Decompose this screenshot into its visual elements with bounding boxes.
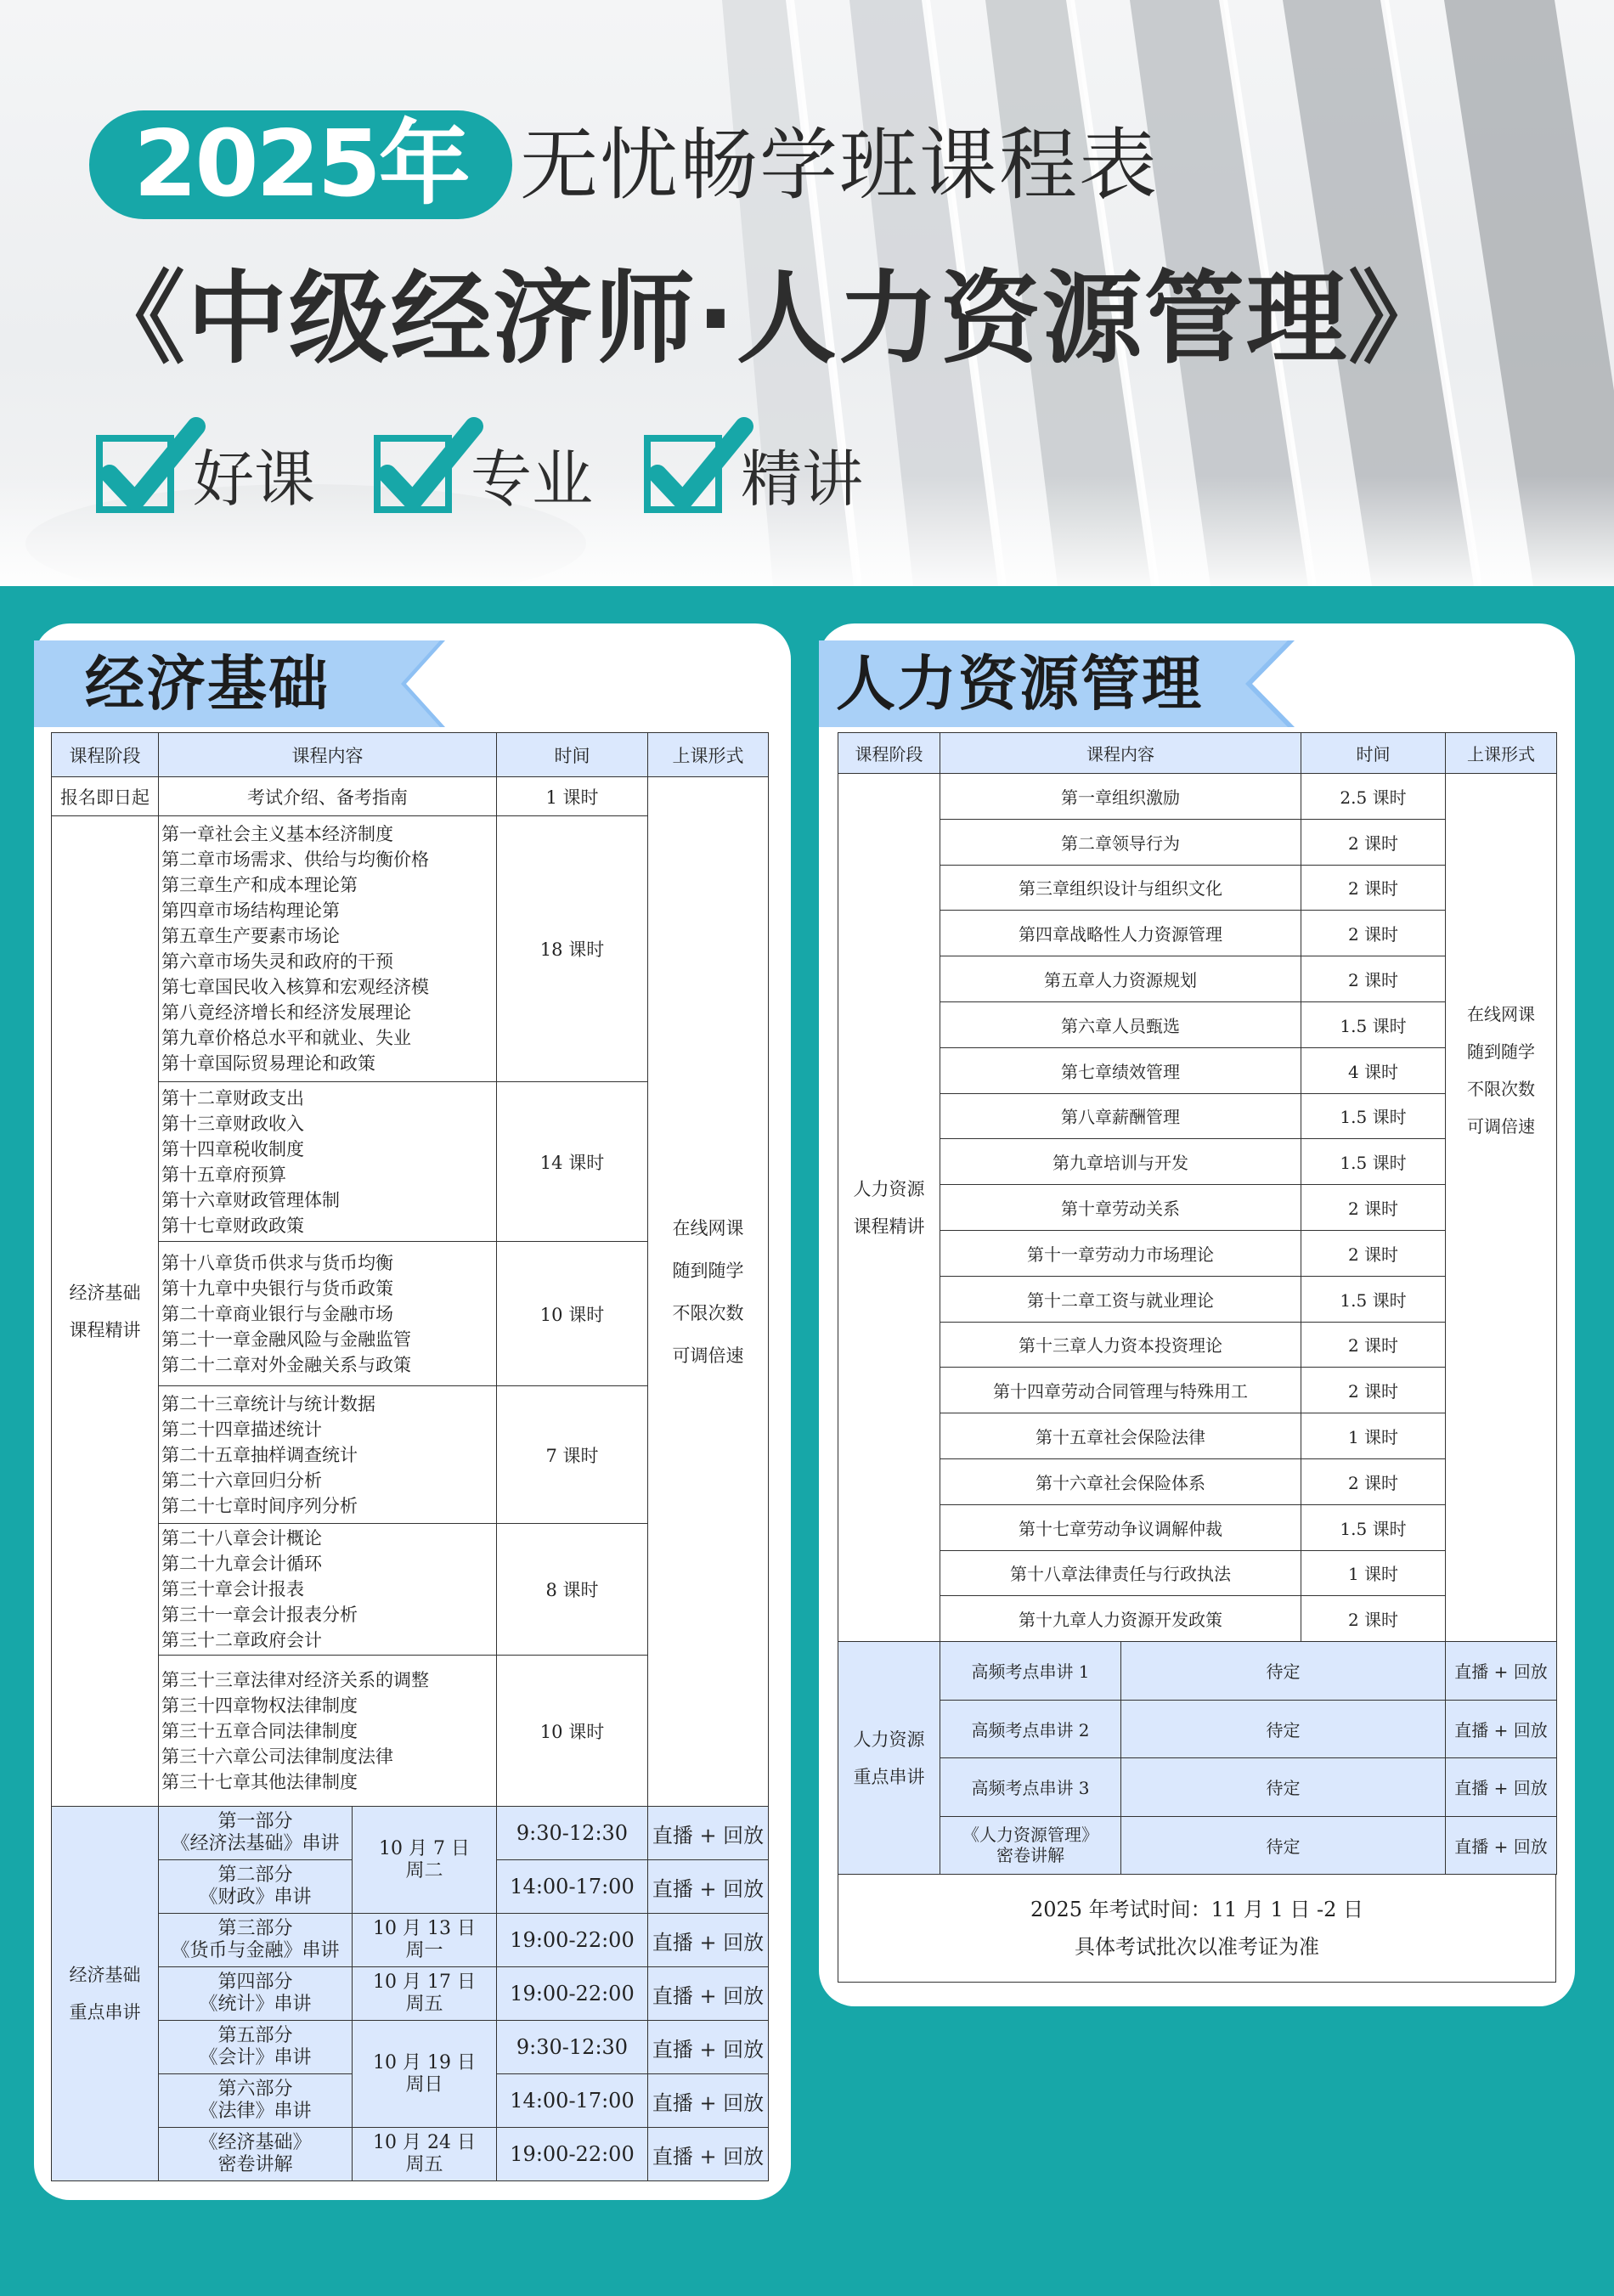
mode-line: 在线网课 [1467,1003,1535,1024]
section-title: 人力资源管理 [836,649,1203,719]
checkmark-icon [374,435,452,513]
stage-line: 重点串讲 [69,2002,141,2022]
time-cell: 2 课时 [1301,865,1446,911]
economics-schedule-table [51,732,769,2181]
session-title [159,1967,353,2021]
chapter-cell: 第十三章人力资本投资理论 [940,1322,1301,1368]
session-title-line: 《经济法基础》串讲 [171,1833,340,1854]
page-subtitle: 无忧畅学班课程表 [520,120,1160,211]
content-cell: 考试介绍、备考指南 [159,777,497,816]
session-time: 待定 [1121,1758,1446,1817]
list-item: 第十二章财政支出 [161,1087,304,1109]
column-header: 课程内容 [159,733,497,777]
chapter-list [159,1242,497,1386]
feature-professional [374,425,593,522]
mode-line: 不限次数 [1467,1078,1535,1099]
chapter-cell: 第十六章社会保险体系 [940,1458,1301,1504]
mode-line: 不限次数 [672,1302,744,1323]
list-item: 第四章市场结构理论第 [161,900,340,921]
chapter-cell: 第七章绩效管理 [940,1047,1301,1093]
stage-cell: 报名即日起 [52,777,159,816]
session-time: 9:30-12:30 [497,2021,648,2074]
mode-cell [648,777,769,1807]
session-title: 高频考点串讲 3 [940,1758,1121,1817]
chapter-cell: 第十一章劳动力市场理论 [940,1230,1301,1276]
stage-line: 课程精讲 [853,1216,925,1237]
session-title-line: 第四部分 [217,1972,293,1993]
session-time: 19:00-22:00 [497,2128,648,2181]
time-cell: 2 课时 [1301,956,1446,1002]
list-item: 第三十四章物权法律制度 [161,1695,358,1716]
chapter-list [159,816,497,1082]
time-cell: 1 课时 [1301,1413,1446,1459]
list-item: 第二章市场需求、供给与均衡价格 [161,849,429,870]
session-title [159,1914,353,1967]
time-cell: 2 课时 [1301,1458,1446,1504]
session-title-line: 《财政》串讲 [199,1887,312,1908]
list-item: 第二十四章描述统计 [161,1419,322,1440]
time-cell: 1.5 课时 [1301,1504,1446,1550]
stage-line: 人力资源 [853,1178,925,1199]
stage-line: 重点串讲 [853,1766,925,1787]
stage-cell [838,1642,940,1875]
table-header-row [52,733,769,777]
time-cell: 7 课时 [497,1386,648,1524]
mode-line: 随到随学 [672,1260,744,1281]
session-title-line: 第二部分 [217,1864,293,1886]
list-item: 第五章生产要素市场论 [161,926,340,946]
year-badge: 2025年 [89,110,512,219]
table-row [52,1807,769,1860]
time-cell: 1.5 课时 [1301,1276,1446,1322]
chapter-cell: 第十四章劳动合同管理与特殊用工 [940,1368,1301,1413]
session-title-line: 《人力资源管理》 [962,1825,1098,1846]
list-item: 第十九章中央银行与货币政策 [161,1278,393,1299]
session-mode: 直播 + 回放 [648,2021,769,2074]
time-cell: 18 课时 [497,816,648,1082]
date-line: 周二 [405,1859,443,1881]
session-date [353,2128,497,2181]
table-header-row [838,733,1557,774]
checkmark-icon [96,435,174,513]
session-mode: 直播 + 回放 [1446,1642,1557,1701]
chapter-cell: 第六章人员甄选 [940,1001,1301,1047]
column-header: 时间 [1301,733,1446,774]
session-title-line: 第六部分 [217,2079,293,2100]
chapter-cell: 第十七章劳动争议调解仲裁 [940,1504,1301,1550]
session-title-line: 《经济基础》 [199,2132,312,2153]
mode-line: 在线网课 [672,1217,744,1238]
table-row [838,1816,1557,1875]
time-cell: 4 课时 [1301,1047,1446,1093]
session-title [159,1860,353,1914]
list-item: 第三十章会计报表 [161,1579,304,1599]
session-mode: 直播 + 回放 [648,1967,769,2021]
feature-label: 精讲 [741,443,864,515]
date-line: 周日 [405,2073,443,2096]
date-line: 10 月 7 日 [379,1837,470,1859]
table-row [52,1914,769,1967]
feature-good-course [96,425,315,522]
session-title-line: 《货币与金融》串讲 [171,1940,340,1961]
time-cell: 2 课时 [1301,1596,1446,1642]
column-header: 课程阶段 [52,733,159,777]
feature-detailed [644,425,863,522]
date-line: 10 月 17 日 [373,1972,476,1993]
time-cell: 2 课时 [1301,911,1446,956]
chapter-cell: 第四章战略性人力资源管理 [940,911,1301,956]
feature-label: 专业 [471,443,594,515]
list-item: 第二十一章金融风险与金融监管 [161,1329,411,1350]
chapter-list [159,1386,497,1524]
list-item: 第三十七章其他法律制度 [161,1771,358,1792]
session-title-line: 密卷讲解 [996,1845,1064,1866]
session-time: 14:00-17:00 [497,1860,648,1914]
session-time: 19:00-22:00 [497,1967,648,2021]
session-title: 高频考点串讲 1 [940,1642,1121,1701]
session-title-line: 《会计》串讲 [199,2047,312,2068]
list-item: 第二十六章回归分析 [161,1470,322,1491]
stage-line: 人力资源 [853,1729,925,1750]
list-item: 第七章国民收入核算和宏观经济模 [161,977,429,997]
column-header: 上课形式 [1446,733,1557,774]
session-mode: 直播 + 回放 [648,1860,769,1914]
mode-line: 可调倍速 [1467,1115,1535,1137]
date-line: 10 月 19 日 [373,2051,476,2073]
list-item: 第十三章财政收入 [161,1113,304,1134]
table-row [838,1642,1557,1701]
time-cell: 1.5 课时 [1301,1001,1446,1047]
list-item: 第十四章税收制度 [161,1138,304,1159]
date-line: 10 月 24 日 [373,2132,476,2153]
session-date [353,1914,497,1967]
hr-management-panel [819,623,1575,2006]
stage-cell [52,1807,159,2181]
session-title-line: 《法律》串讲 [199,2101,312,2122]
session-time: 待定 [1121,1700,1446,1758]
list-item: 第二十二章对外金融关系与政策 [161,1354,411,1375]
chapter-cell: 第十八章法律责任与行政执法 [940,1550,1301,1596]
exam-note-detail: 具体考试批次以准考证为准 [1075,1935,1319,1959]
chapter-list [159,1082,497,1242]
time-cell: 2.5 课时 [1301,774,1446,820]
stage-cell [52,816,159,1807]
chapter-cell: 第十五章社会保险法律 [940,1413,1301,1459]
exam-note [838,1874,1556,1983]
session-title [159,2074,353,2128]
session-title-line: 第一部分 [217,1811,293,1832]
session-mode: 直播 + 回放 [648,2074,769,2128]
list-item: 第十五章府预算 [161,1164,286,1185]
list-item: 第十八章货币供求与货币均衡 [161,1252,393,1273]
time-cell: 1.5 课时 [1301,1093,1446,1139]
session-date [353,1807,497,1914]
session-title [159,2021,353,2074]
chapter-cell: 第三章组织设计与组织文化 [940,865,1301,911]
time-cell: 1 课时 [497,777,648,816]
hr-schedule-table [838,732,1557,1875]
checkmark-icon [644,435,722,513]
list-item: 第二十章商业银行与金融市场 [161,1303,393,1324]
mode-cell [1446,774,1557,1642]
list-item: 第八竟经济增长和经济发展理论 [161,1002,411,1023]
date-line: 周一 [405,1940,443,1961]
session-date [353,2021,497,2128]
hero-banner [0,0,1614,586]
time-cell: 1.5 课时 [1301,1139,1446,1185]
session-title-line: 《统计》串讲 [199,1994,312,2015]
list-item: 第十章国际贸易理论和政策 [161,1053,375,1074]
exam-date: 2025 年考试时间：11 月 1 日 -2 日 [1030,1898,1364,1921]
chapter-cell: 第二章领导行为 [940,819,1301,865]
chapter-list [159,1524,497,1656]
list-item: 第三十一章会计报表分析 [161,1605,358,1625]
chapter-cell: 第九章培训与开发 [940,1139,1301,1185]
session-time: 待定 [1121,1642,1446,1701]
session-mode: 直播 + 回放 [1446,1758,1557,1817]
list-item: 第二十七章时间序列分析 [161,1495,358,1516]
list-item: 第三十三章法律对经济关系的调整 [161,1669,429,1690]
time-cell: 14 课时 [497,1082,648,1242]
time-cell: 2 课时 [1301,1368,1446,1413]
time-cell: 2 课时 [1301,819,1446,865]
list-item: 第二十三章统计与统计数据 [161,1393,375,1414]
column-header: 课程阶段 [838,733,940,774]
session-title [940,1816,1121,1875]
session-time: 14:00-17:00 [497,2074,648,2128]
time-cell: 10 课时 [497,1242,648,1386]
section-header-hr [819,640,1295,727]
list-item: 第十七章财政政策 [161,1215,304,1236]
page-title: 《中级经济师·人力资源管理》 [85,260,1450,377]
session-time: 19:00-22:00 [497,1914,648,1967]
time-cell: 1 课时 [1301,1550,1446,1596]
session-date [353,1967,497,2021]
column-header: 上课形式 [648,733,769,777]
stage-line: 经济基础 [69,1282,141,1303]
list-item: 第三十六章公司法律制度法律 [161,1746,393,1767]
list-item: 第一章社会主义基本经济制度 [161,824,393,844]
session-time: 待定 [1121,1816,1446,1875]
table-row [52,777,769,816]
mode-line: 随到随学 [1467,1041,1535,1062]
chapter-cell: 第十九章人力资源开发政策 [940,1596,1301,1642]
session-mode: 直播 + 回放 [1446,1700,1557,1758]
session-title-line: 第三部分 [217,1918,293,1939]
chapter-cell: 第五章人力资源规划 [940,956,1301,1002]
chapter-cell: 第十二章工资与就业理论 [940,1276,1301,1322]
stage-line: 经济基础 [69,1965,141,1985]
column-header: 课程内容 [940,733,1301,774]
table-row [52,2128,769,2181]
mode-line: 可调倍速 [672,1345,744,1366]
section-header-economics [34,640,476,727]
time-cell: 2 课时 [1301,1230,1446,1276]
stage-line: 课程精讲 [69,1319,141,1340]
session-mode: 直播 + 回放 [648,1914,769,1967]
list-item: 第二十九章会计循环 [161,1554,322,1574]
time-cell: 8 课时 [497,1524,648,1656]
chapter-cell: 第一章组织激励 [940,774,1301,820]
stage-cell [838,774,940,1642]
column-header: 时间 [497,733,648,777]
table-row [52,2021,769,2074]
list-item: 第二十五章抽样调查统计 [161,1444,358,1465]
table-row [838,1700,1557,1758]
session-title [159,1807,353,1860]
date-line: 周五 [405,2154,443,2175]
session-title-line: 密卷讲解 [217,2154,293,2175]
table-row [52,1967,769,2021]
list-item: 第三十二章政府会计 [161,1630,322,1650]
list-item: 第九章价格总水平和就业、失业 [161,1028,411,1048]
session-title-line: 第五部分 [217,2025,293,2046]
chapter-list [159,1656,497,1807]
list-item: 第二十八章会计概论 [161,1528,322,1549]
session-title [159,2128,353,2181]
economics-panel [34,623,791,2200]
session-mode: 直播 + 回放 [648,1807,769,1860]
table-row [838,774,1557,820]
session-mode: 直播 + 回放 [648,2128,769,2181]
section-title: 经济基础 [85,649,330,719]
table-row [838,1758,1557,1817]
date-line: 周五 [405,1994,443,2015]
list-item: 第三十五章合同法律制度 [161,1720,358,1741]
time-cell: 2 课时 [1301,1322,1446,1368]
time-cell: 2 课时 [1301,1185,1446,1231]
session-title: 高频考点串讲 2 [940,1700,1121,1758]
list-item: 第六章市场失灵和政府的干预 [161,951,393,972]
chapter-cell: 第十章劳动关系 [940,1185,1301,1231]
session-time: 9:30-12:30 [497,1807,648,1860]
list-item: 第三章生产和成本理论第 [161,875,358,895]
date-line: 10 月 13 日 [373,1918,476,1939]
time-cell: 10 课时 [497,1656,648,1807]
chapter-cell: 第八章薪酬管理 [940,1093,1301,1139]
list-item: 第十六章财政管理体制 [161,1189,340,1210]
session-mode: 直播 + 回放 [1446,1816,1557,1875]
feature-label: 好课 [193,443,316,515]
